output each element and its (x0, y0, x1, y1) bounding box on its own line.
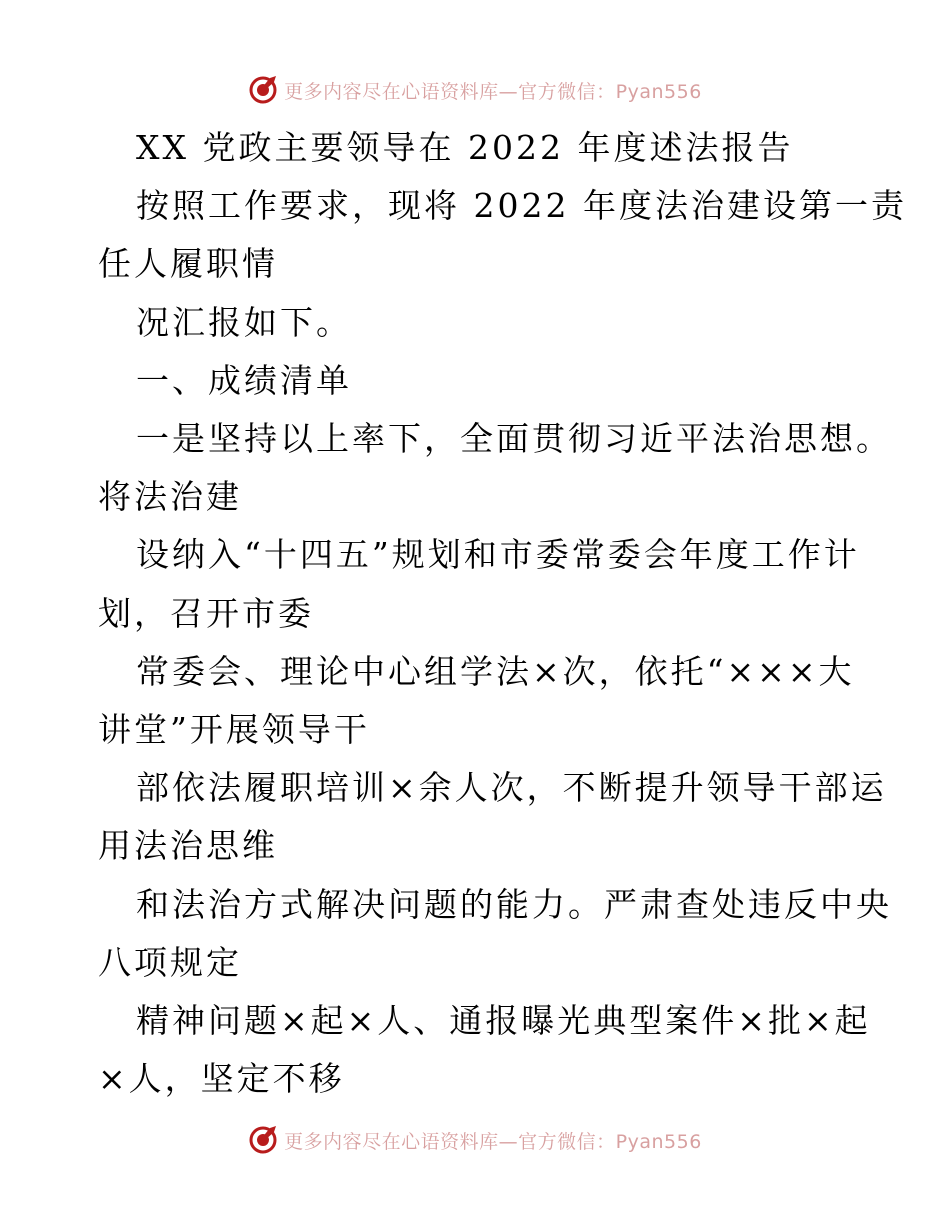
quill-seal-icon (248, 1125, 278, 1155)
watermark-text: 更多内容尽在心语资料库—官方微信：Pyan556 (284, 1130, 702, 1153)
text-line: 设纳入“十四五”规划和市委常委会年度工作计 (136, 535, 860, 575)
quill-seal-icon (248, 75, 278, 105)
text-line: 况汇报如下。 (136, 302, 352, 342)
header-watermark-banner (0, 70, 950, 110)
text-line: 和法治方式解决问题的能力。严肃查处违反中央 (136, 884, 892, 924)
text-line: 精神问题×起×人、通报曝光典型案件×批×起 (136, 1001, 871, 1040)
text-line: 讲堂”开展领导干 (98, 710, 370, 749)
text-line: 常委会、理论中心组学法×次，依托“×××大 (136, 651, 855, 691)
text-line: 部依法履职培训×余人次，不断提升领导干部运 (136, 768, 887, 808)
footer-watermark-banner (0, 1120, 950, 1160)
text-line: ×人，坚定不移 (98, 1059, 345, 1099)
text-line: 划，召开市委 (98, 593, 314, 633)
text-line: 用法治思维 (98, 826, 278, 866)
text-line: 按照工作要求，现将 2022 年度法治建设第一责 (136, 186, 907, 226)
text-line: 一是坚持以上率下，全面贯彻习近平法治思想。 (136, 419, 892, 458)
text-line: 将法治建 (98, 477, 242, 517)
text-line: 任人履职情 (98, 244, 278, 284)
text-line: 一、成绩清单 (136, 360, 352, 400)
watermark-text: 更多内容尽在心语资料库—官方微信：Pyan556 (284, 80, 702, 103)
document-title: XX 党政主要领导在 2022 年度述法报告 (136, 128, 794, 167)
text-line: 八项规定 (98, 942, 242, 982)
